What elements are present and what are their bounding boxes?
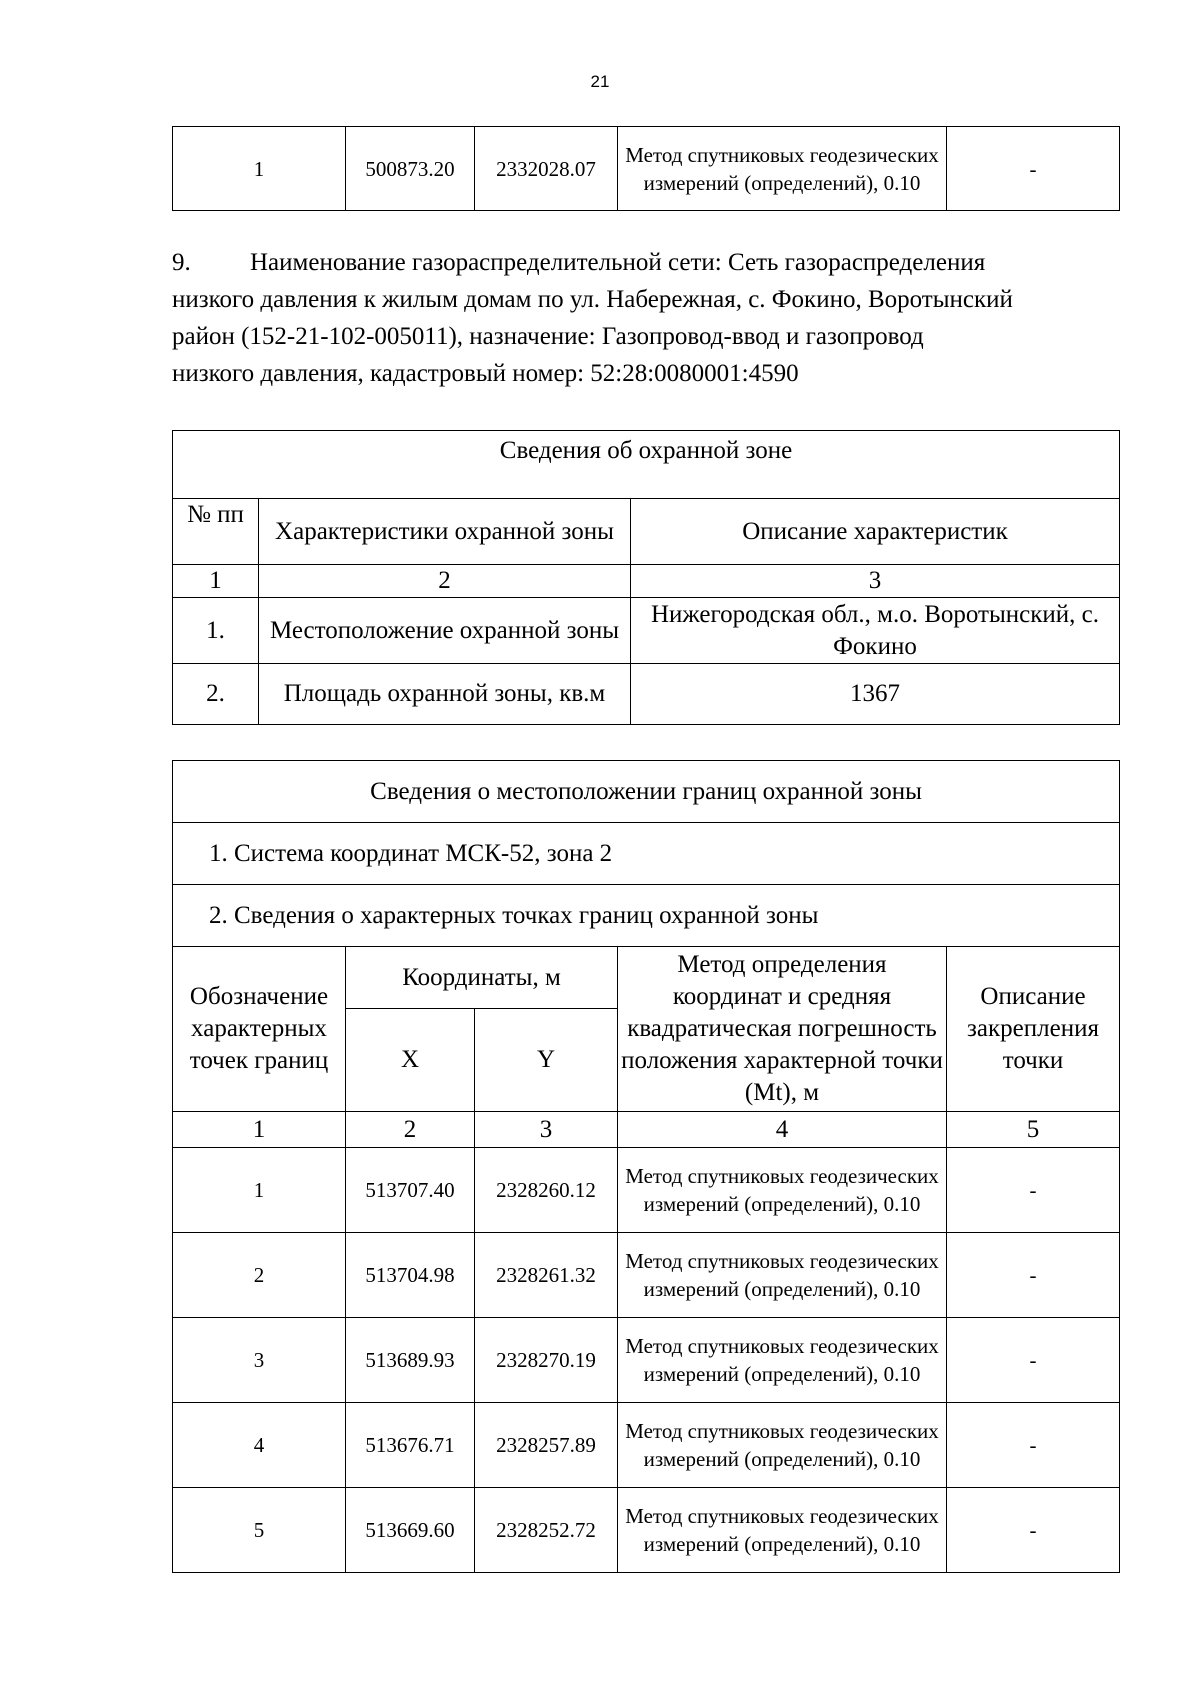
coordinate-system: 1. Система координат МСК-52, зона 2 <box>173 823 1120 885</box>
method-cell: Метод спутниковых геодезических измерений (определений), 0.10 <box>618 1488 947 1573</box>
column-number: 1 <box>173 1112 346 1148</box>
description-cell: - <box>947 1318 1120 1403</box>
x-cell: 500873.20 <box>346 127 475 211</box>
point-cell: 3 <box>173 1318 346 1403</box>
column-number: 1 <box>173 565 259 598</box>
section-number: 9. <box>172 249 191 276</box>
method-cell: Метод спутниковых геодезических измерений (определений), 0.10 <box>618 1148 947 1233</box>
page-number: 21 <box>590 72 610 91</box>
header-num: № пп <box>173 499 259 565</box>
point-cell: 1 <box>173 127 346 211</box>
section-line: Наименование газораспределительной сети: Сеть газораспределения <box>250 249 986 276</box>
y-cell: 2328252.72 <box>475 1488 618 1573</box>
column-number: 3 <box>475 1112 618 1148</box>
table-row <box>173 1148 1120 1233</box>
header-description: Описание характеристик <box>631 499 1120 565</box>
boundaries-title: Сведения о местоположении границ охранной зоны <box>173 761 1120 823</box>
header-coordinates: Координаты, м <box>346 947 618 1009</box>
table-row <box>173 598 1120 664</box>
section-paragraph <box>172 244 1119 392</box>
point-cell: 2 <box>173 1233 346 1318</box>
section-line: низкого давления, кадастровый номер: 52:28:0080001:4590 <box>172 360 799 387</box>
y-cell: 2328261.32 <box>475 1233 618 1318</box>
y-cell: 2328260.12 <box>475 1148 618 1233</box>
point-cell: 1 <box>173 1148 346 1233</box>
description-cell: - <box>947 1403 1120 1488</box>
zone-info-title: Сведения об охранной зоне <box>173 431 1120 499</box>
x-cell: 513707.40 <box>346 1148 475 1233</box>
description-cell: - <box>947 1488 1120 1573</box>
table-row <box>173 127 1120 211</box>
table-row <box>173 1233 1120 1318</box>
y-cell: 2328257.89 <box>475 1403 618 1488</box>
header-x: X <box>346 1009 475 1112</box>
column-number: 3 <box>631 565 1120 598</box>
column-number: 5 <box>947 1112 1120 1148</box>
row-num: 2. <box>173 664 259 725</box>
header-characteristic: Характеристики охранной зоны <box>259 499 631 565</box>
header-designation: Обозначение характерных точек границ <box>173 947 346 1112</box>
x-cell: 513669.60 <box>346 1488 475 1573</box>
header-method: Метод определения координат и средняя квадратическая погрешность положения характерной точки (Mt), м <box>618 947 947 1112</box>
row-description: Нижегородская обл., м.о. Воротынский, с. Фокино <box>631 598 1120 664</box>
description-cell: - <box>947 1148 1120 1233</box>
method-cell: Метод спутниковых геодезических измерений (определений), 0.10 <box>618 1403 947 1488</box>
method-cell: Метод спутниковых геодезических измерений (определений), 0.10 <box>618 127 947 211</box>
table-row <box>173 664 1120 725</box>
row-num: 1. <box>173 598 259 664</box>
description-cell: - <box>947 1233 1120 1318</box>
column-number: 2 <box>259 565 631 598</box>
column-number: 2 <box>346 1112 475 1148</box>
row-characteristic: Местоположение охранной зоны <box>259 598 631 664</box>
header-y: Y <box>475 1009 618 1112</box>
table-row <box>173 1488 1120 1573</box>
row-description: 1367 <box>631 664 1120 725</box>
point-cell: 4 <box>173 1403 346 1488</box>
y-cell: 2332028.07 <box>475 127 618 211</box>
row-characteristic: Площадь охранной зоны, кв.м <box>259 664 631 725</box>
method-cell: Метод спутниковых геодезических измерений (определений), 0.10 <box>618 1233 947 1318</box>
column-number: 4 <box>618 1112 947 1148</box>
description-cell: - <box>947 127 1120 211</box>
y-cell: 2328270.19 <box>475 1318 618 1403</box>
table-row <box>173 1318 1120 1403</box>
header-description: Описание закрепления точки <box>947 947 1120 1112</box>
continuation-table <box>172 126 1120 211</box>
table-row <box>173 1403 1120 1488</box>
x-cell: 513689.93 <box>346 1318 475 1403</box>
section-line: район (152-21-102-005011), назначение: Газопровод-ввод и газопровод <box>172 323 924 350</box>
x-cell: 513704.98 <box>346 1233 475 1318</box>
points-title: 2. Сведения о характерных точках границ охранной зоны <box>173 885 1120 947</box>
zone-info-table <box>172 430 1120 725</box>
method-cell: Метод спутниковых геодезических измерений (определений), 0.10 <box>618 1318 947 1403</box>
x-cell: 513676.71 <box>346 1403 475 1488</box>
point-cell: 5 <box>173 1488 346 1573</box>
boundaries-table <box>172 760 1120 1573</box>
section-line: низкого давления к жилым домам по ул. Набережная, с. Фокино, Воротынский <box>172 286 1013 313</box>
